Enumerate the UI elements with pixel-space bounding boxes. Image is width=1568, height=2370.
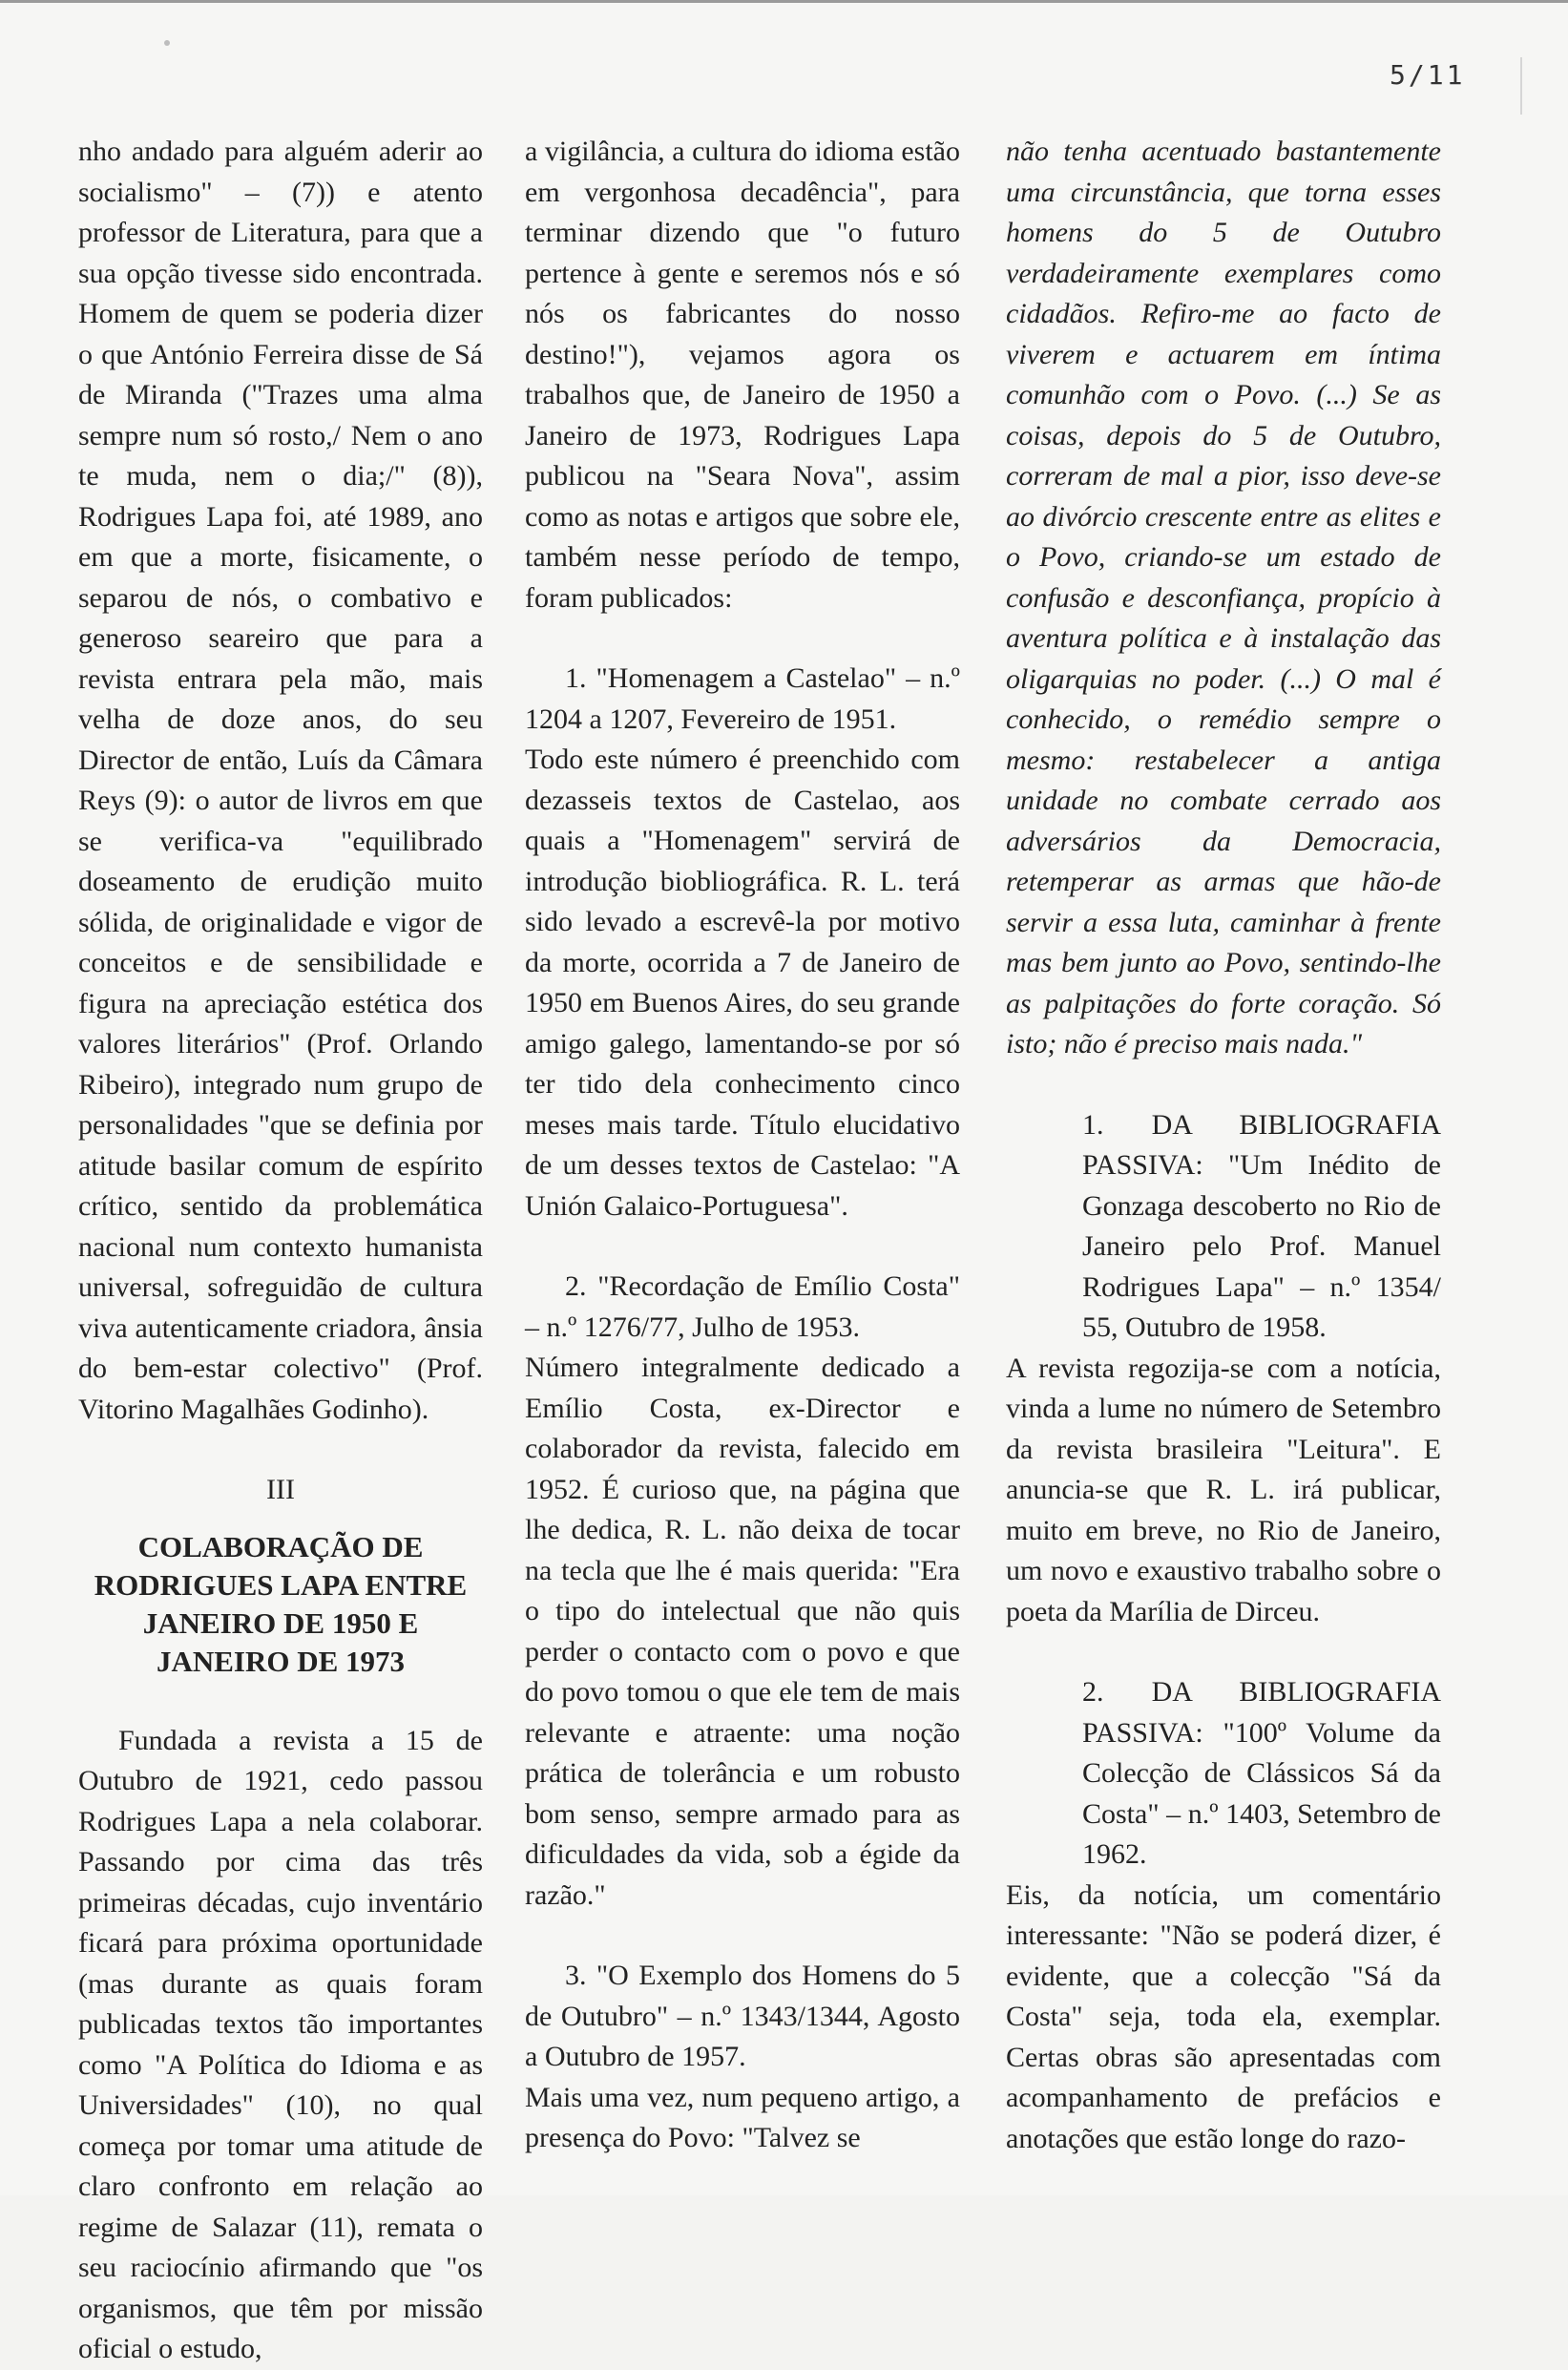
- top-edge-line: [0, 0, 1568, 3]
- item-2-body: Número integralmente dedicado a Emílio Costa, ex-Director e colaborador da revista, falecido em 1952. É curioso que, na página que lhe dedica, R. L. não deixa de tocar na tecla que lhe é mais querida: "Era o tipo do intelectual que não quis perder o contacto com o povo e que do povo tomou o que ele tem de mais relevante e atraente: uma noção prática de tolerância e um robusto bom senso, sempre armado para as dificuldades da vida, sob a égide da razão.": [525, 1352, 960, 1911]
- col1-paragraph-2: Fundada a revista a 15 de Outubro de 1921, cedo passou Rodrigues Lapa a nela colaborar. Passando por cima das três primeiras décadas, cujo inventário ficará para próxima oportunidade (mas durante as quais foram publicadas textos tão importantes como "A Política do Idioma e as Universidades" (10), no qual começa por tomar uma atitude de claro confronto em relação ao regime de Salazar (11), remata o seu raciocínio afirmando que "os organismos, que têm por missão oficial o estudo,: [78, 1724, 483, 2364]
- item-3-body: Mais uma vez, num pequeno artigo, a presença do Povo: "Talvez se: [525, 2081, 960, 2153]
- col2-paragraph-1: a vigilância, a cultura do idioma estão em vergonhosa decadência", para terminar dizendo que "o futuro pertence à gente e seremos nós e só nós os fabricantes do nosso destino!"), vejamos agora os trabalhos que, de Janeiro de 1950 a Janeiro de 1973, Rodrigues Lapa publicou na "Seara Nova", assim como as notas e artigos que sobre ele, também nesse período de tempo, foram publicados:: [525, 136, 960, 614]
- item-3-heading: 3. "O Exemplo dos Homens do 5 de Outubro" – n.º 1343/1344, Agosto a Outubro de 1957.: [525, 1960, 960, 2072]
- page-edge-mark: [1520, 57, 1522, 115]
- column-3: [1006, 132, 1441, 2159]
- section-numeral: III: [266, 1474, 295, 1505]
- bibliography-1-body: A revista regozija-se com a notícia, vinda a lume no número de Setembro da revista brasileira "Leitura". E anuncia-se que R. L. irá publicar, muito em breve, no Rio de Janeiro, um novo e exaustivo trabalho sobre o poeta da Marília de Dirceu.: [1006, 1352, 1441, 1627]
- bibliography-2-body: Eis, da notícia, um comentário interessante: "Não se poderá dizer, é evidente, que a colecção "Sá da Costa" seja, toda ela, exemplar. Certas obras são apresentadas com acompanhamento de prefácios e anotações que estão longe do razo-: [1006, 1878, 1441, 2154]
- section-title: COLABORAÇÃO DE RODRIGUES LAPA ENTRE JANEIRO DE 1950 E JANEIRO DE 1973: [94, 1529, 468, 1678]
- column-1: [78, 132, 483, 2370]
- col3-quote: não tenha acentuado bastantemente uma circunstância, que torna esses homens do 5 de Outubro verdadeiramente exemplares como cidadãos. Refiro-me ao facto de viverem e actuarem em íntima comunhão com o Povo. (...) Se as coisas, depois do 5 de Outubro, correram de mal a pior, isso deve-se ao divórcio crescente entre as elites e o Povo, criando-se um estado de confusão e desconfiança, propício à aventura política e à instalação das oligarquias no poder. (...) O mal é conhecido, o remédio sempre o mesmo: restabelecer a antiga unidade no combate cerrado aos adversários da Democracia, retemperar as armas que hão-de servir a essa luta, caminhar à frente mas bem junto ao Povo, sentindo-lhe as palpitações do forte coração. Só isto; não é preciso mais nada.": [1006, 136, 1441, 1059]
- bibliography-1-heading: 1. DA BIBLIOGRAFIA PASSIVA: "Um Inédito de Gonzaga descoberto no Rio de Janeiro pelo Prof. Manuel Rodrigues Lapa" – n.º 1354/ 55, Outubro de 1958.: [1082, 1108, 1441, 1343]
- scan-speck: [164, 40, 170, 46]
- bibliography-2-heading: 2. DA BIBLIOGRAFIA PASSIVA: "100º Volume da Colecção de Clássicos Sá da Costa" – n.º 1403, Setembro de 1962.: [1082, 1676, 1441, 1870]
- item-1-body: Todo este número é preenchido com dezasseis textos de Castelao, aos quais a "Homenagem" servirá de introdução biobliográfica. R. L. terá sido levado a escrevê-la por motivo da morte, ocorrida a 7 de Janeiro de 1950 em Buenos Aires, do seu grande amigo galego, lamentando-se por só ter tido dela conhecimento cinco meses mais tarde. Título elucidativo de um desses textos de Castelao: "A Unión Galaico-Portuguesa".: [525, 744, 960, 1222]
- item-2-heading: 2. "Recordação de Emílio Costa" – n.º 1276/77, Julho de 1953.: [525, 1270, 960, 1343]
- item-1-heading: 1. "Homenagem a Castelao" – n.º 1204 a 1207, Fevereiro de 1951.: [525, 662, 960, 735]
- column-2: [525, 132, 960, 2159]
- col1-paragraph-1: nho andado para alguém aderir ao socialismo" – (7)) e atento professor de Literatura, para que a sua opção tivesse sido encontrada. Homem de quem se poderia dizer o que António Ferreira disse de Sá de Miranda ("Trazes uma alma sempre num só rosto,/ Nem o ano te muda, nem o dia;/" (8)), Rodrigues Lapa foi, até 1989, ano em que a morte, fisicamente, o separou de nós, o combativo e generoso seareiro que para a revista entrara pela mão, mais velha de doze anos, do seu Director de então, Luís da Câmara Reys (9): o autor de livros em que se verifica-va "equilibrado doseamento de erudição muito sólida, de originalidade e vigor de conceitos e de sensibilidade e figura na apreciação estética dos valores literários" (Prof. Orlando Ribeiro), integrado num grupo de personalidades "que se definia por atitude basilar comum de espírito crítico, sentido da problemática nacional num contexto humanista universal, sofreguidão de cultura viva autenticamente criadora, ânsia do bem-estar colectivo" (Prof. Vitorino Magalhães Godinho).: [78, 136, 483, 1425]
- page-number: 5/11: [1390, 59, 1466, 91]
